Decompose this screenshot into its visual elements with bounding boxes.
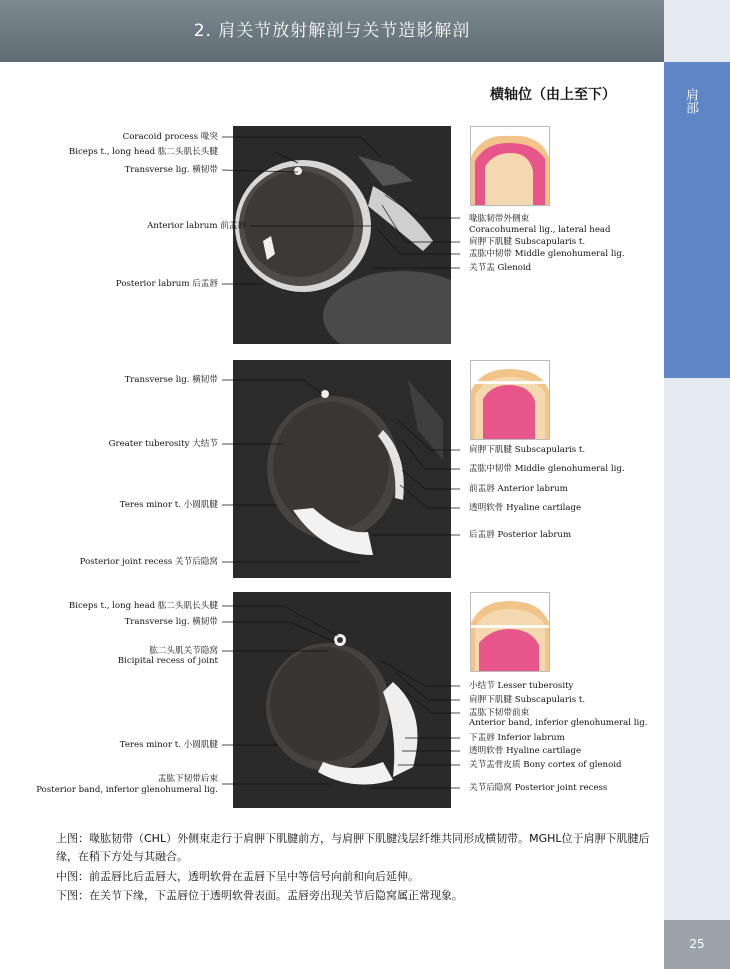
label-ighl-posterior-en: Posterior band, inferior glenohumeral lig. [36,785,218,795]
label-subscapularis-2: 肩胛下肌腱 Subscapularis t. [469,445,586,455]
label-posterior-labrum: Posterior labrum 后盂唇 [115,279,218,289]
label-greater-tuberosity: Greater tuberosity 大结节 [108,439,218,449]
label-bicipital-recess-en: Bicipital recess of joint [117,656,218,666]
label-posterior-labrum-2: 后盂唇 Posterior labrum [469,530,572,540]
label-coracoid-process: Coracoid process 喙突 [122,132,218,142]
label-mghl-2: 盂肱中韧带 Middle glenohumeral lig. [469,464,625,474]
thumbnail-top [470,126,550,206]
label-hyaline-cartilage-3: 透明软骨 Hyaline cartilage [469,746,582,756]
label-chl-lateral-en: Coracohumeral lig., lateral head [469,225,611,235]
label-subscapularis: 肩胛下肌腱 Subscapularis t. [469,237,586,247]
label-biceps-long-head: Biceps t., long head 肱二头肌长头腱 [68,147,218,157]
thumbnail-middle [470,360,550,440]
caption-bottom: 下图：在关节下缘，下盂唇位于透明软骨表面。盂唇旁出现关节后隐窝属正常现象。 [56,889,463,902]
label-bony-cortex-glenoid: 关节盂骨皮质 Bony cortex of glenoid [469,760,622,770]
label-teres-minor-3: Teres minor t. 小圆肌腱 [119,740,218,750]
mri-image-top [233,126,451,344]
caption-middle: 中图：前盂唇比后盂唇大，透明软骨在盂唇下呈中等信号向前和向后延伸。 [56,870,419,883]
label-ighl-anterior-en: Anterior band, inferior glenohumeral lig. [469,718,648,728]
caption-top: 上图：喙肱韧带（CHL）外侧束走行于肩胛下肌腱前方，与肩胛下肌腱浅层纤维共同形成横韧带。MGHL位于肩胛下肌腱后缘，在稍下方处与其融合。 [56,832,650,863]
label-transverse-lig-2: Transverse lig. 横韧带 [124,375,218,385]
label-ighl-posterior-zh: 盂肱下韧带后束 [157,774,218,784]
label-anterior-labrum: Anterior labrum 前盂唇 [147,221,246,231]
label-teres-minor: Teres minor t. 小圆肌腱 [119,500,218,510]
mri-image-bottom [233,592,451,808]
label-lesser-tuberosity: 小结节 Lesser tuberosity [469,681,574,691]
mri-image-middle [233,360,451,578]
label-biceps-long-head-3: Biceps t., long head 肱二头肌长头腱 [68,601,218,611]
label-inferior-labrum: 下盂唇 Inferior labrum [469,733,565,743]
label-subscapularis-3: 肩胛下肌腱 Subscapularis t. [469,695,586,705]
label-anterior-labrum-2: 前盂唇 Anterior labrum [469,484,568,494]
label-hyaline-cartilage: 透明软骨 Hyaline cartilage [469,503,582,513]
section-title: 横轴位（由上至下） [490,87,616,103]
page-number: 25 [689,937,705,951]
chapter-title: 2. 肩关节放射解剖与关节造影解剖 [193,21,471,41]
label-bicipital-recess-zh: 肱二头肌关节隐窝 [149,646,218,656]
label-posterior-joint-recess: Posterior joint recess 关节后隐窝 [79,557,218,567]
label-transverse-lig-3: Transverse lig. 横韧带 [124,617,218,627]
label-glenoid: 关节盂 Glenoid [469,263,532,273]
side-tab-label: 肩部 [683,88,698,114]
thumbnail-bottom [470,592,550,672]
label-posterior-joint-recess-3: 关节后隐窝 Posterior joint recess [469,783,608,793]
label-mghl: 盂肱中韧带 Middle glenohumeral lig. [469,249,625,259]
label-chl-lateral-zh: 喙肱韧带外侧束 [469,214,530,224]
label-ighl-anterior-zh: 盂肱下韧带前束 [469,708,530,718]
label-transverse-lig: Transverse lig. 横韧带 [124,165,218,175]
